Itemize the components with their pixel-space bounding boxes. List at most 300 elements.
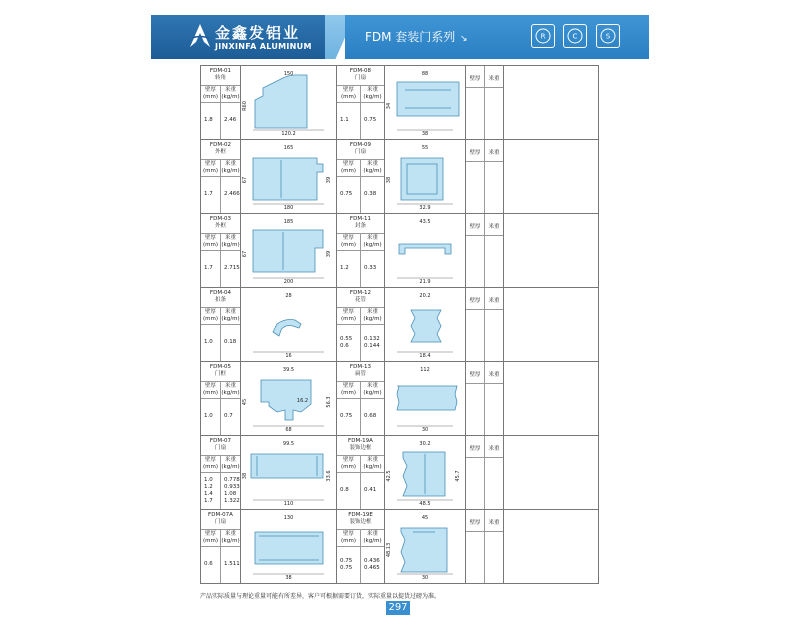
weight-label: 米重	[224, 234, 236, 241]
cert-r-label: R	[540, 32, 546, 41]
dimension-label: 185	[283, 219, 294, 225]
weight-header	[220, 234, 240, 250]
profile-cross-section-drawing	[385, 510, 465, 583]
weight-values	[220, 399, 240, 436]
thickness-value: 1.1	[340, 117, 349, 124]
weight-header	[360, 530, 384, 546]
weight-values	[220, 103, 240, 140]
spare-spec-block	[466, 66, 503, 139]
thickness-values	[337, 251, 360, 288]
empty-value	[466, 384, 484, 435]
thickness-value: 0.75	[340, 564, 353, 571]
weight-value: 0.68	[364, 413, 377, 420]
weight-label: 米重	[484, 66, 503, 87]
profile-outline	[399, 244, 451, 254]
weight-value: 0.132	[364, 335, 380, 342]
thickness-value: 1.7	[204, 497, 213, 504]
thickness-label: 壁厚	[469, 150, 481, 156]
thickness-label: 壁厚	[342, 160, 354, 167]
left-drawing-cell	[241, 214, 337, 288]
dimension-label: 55	[421, 145, 429, 151]
profile-name: 门扇	[354, 148, 366, 155]
thickness-values	[201, 325, 220, 362]
profile-cross-section-drawing	[241, 214, 336, 287]
thickness-header	[201, 308, 220, 324]
weight-unit: (kg/m)	[363, 167, 382, 174]
weight-values	[220, 325, 240, 362]
spare-drawing-cell	[504, 362, 599, 436]
footer-note: 产品实际质量与理论重量可能有所差异，客户可根据需要订货，实际重量以提货过磅为准。	[200, 593, 441, 600]
spec-header	[201, 381, 240, 399]
weight-value: 0.33	[364, 265, 377, 272]
dimension-label: 112	[420, 367, 430, 373]
spare-drawing-cell	[504, 214, 599, 288]
thickness-header	[201, 456, 220, 472]
dimension-label: 67	[242, 250, 248, 258]
thickness-value: 1.0	[204, 339, 213, 346]
weight-header	[220, 160, 240, 176]
cert-r-icon	[531, 24, 555, 48]
weight-values	[360, 251, 384, 288]
thickness-label: 壁厚	[469, 298, 481, 304]
spare-spec-block	[466, 288, 503, 361]
weight-label: 米重	[366, 530, 378, 537]
catalog-header	[151, 15, 649, 59]
weight-value: 0.75	[364, 117, 377, 124]
spec-header	[337, 381, 384, 399]
weight-values	[360, 325, 384, 362]
dimension-label: 200	[283, 279, 294, 285]
spec-header	[201, 85, 240, 103]
thickness-header	[337, 234, 360, 250]
catalog-row	[201, 214, 599, 288]
thickness-value: 0.75	[340, 413, 353, 420]
thickness-value: 1.2	[204, 483, 213, 490]
right-drawing-cell	[385, 214, 466, 288]
weight-label: 米重	[366, 86, 378, 93]
weight-label: 米重	[366, 308, 378, 315]
series-title: FDM 套装门系列	[365, 30, 456, 44]
empty-value	[484, 236, 503, 287]
left-spec-cell	[201, 214, 241, 288]
spare-spec-block	[466, 214, 503, 287]
spare-spec-block	[466, 140, 503, 213]
dimension-label: 42.5	[386, 470, 392, 482]
weight-label: 米重	[224, 382, 236, 389]
catalog-row	[201, 66, 599, 140]
weight-header	[360, 234, 384, 250]
profile-cross-section-drawing	[385, 66, 465, 139]
profile-code: FDM-19E	[348, 512, 373, 518]
spec-values	[337, 473, 384, 510]
profile-code: FDM-07	[209, 438, 232, 444]
dimension-label: 88	[421, 71, 429, 77]
thickness-label: 壁厚	[204, 382, 216, 389]
weight-label: 米重	[224, 308, 236, 315]
spec-header	[337, 307, 384, 325]
spec-block	[201, 362, 240, 435]
weight-value: 0.436	[364, 557, 380, 564]
series-banner	[345, 15, 649, 59]
weight-value: 1.08	[224, 490, 237, 497]
profile-cross-section-drawing	[385, 436, 465, 509]
profile-outline	[273, 320, 301, 337]
weight-label: 米重	[484, 510, 503, 531]
weight-unit: (kg/m)	[221, 315, 240, 322]
spec-header	[201, 529, 240, 547]
catalog-row	[201, 362, 599, 436]
left-spec-cell	[201, 140, 241, 214]
weight-label: 米重	[484, 140, 503, 161]
profile-name: 扣条	[214, 296, 226, 303]
thickness-label: 壁厚	[342, 86, 354, 93]
dimension-label: 16	[285, 353, 292, 359]
dimension-label: 48.13	[386, 542, 392, 558]
weight-header	[220, 308, 240, 324]
dimension-label: 30	[421, 575, 429, 581]
dimension-label: 20.2	[419, 293, 431, 299]
weight-values	[360, 473, 384, 510]
left-spec-cell	[201, 362, 241, 436]
spec-header	[337, 159, 384, 177]
right-drawing-cell	[385, 140, 466, 214]
profile-code: FDM-11	[349, 216, 372, 222]
empty-value	[484, 532, 503, 583]
weight-value: 0.7	[224, 413, 233, 420]
profile-cross-section-drawing	[241, 436, 336, 509]
dimension-label: 39	[326, 250, 332, 258]
weight-unit: (kg/m)	[221, 389, 240, 396]
weight-value: 2.466	[224, 191, 240, 198]
spare-drawing-cell	[504, 66, 599, 140]
weight-label: 米重	[224, 456, 236, 463]
cert-c-icon	[563, 24, 587, 48]
profile-name: 封条	[354, 222, 366, 229]
weight-header	[360, 160, 384, 176]
thickness-values	[201, 547, 220, 584]
spec-values	[201, 103, 240, 140]
dimension-label: 39.5	[282, 367, 295, 373]
profile-code: FDM-19A	[348, 438, 373, 444]
spec-values	[337, 251, 384, 288]
spare-spec-block	[466, 436, 503, 509]
weight-values	[220, 547, 240, 584]
right-spec-cell	[337, 510, 385, 584]
thickness-header	[201, 86, 220, 102]
weight-unit: (kg/m)	[221, 93, 240, 100]
thickness-values	[201, 251, 220, 288]
thickness-value: 0.75	[340, 557, 353, 564]
thickness-value: 1.0	[204, 413, 213, 420]
dimension-label: 28	[285, 293, 292, 299]
spec-header	[337, 529, 384, 547]
spec-block	[201, 288, 240, 361]
profile-outline	[253, 158, 323, 200]
profile-outline	[255, 75, 307, 128]
spare-spec-cell	[466, 214, 504, 288]
profile-code: FDM-05	[209, 364, 232, 370]
thickness-value: 1.0	[204, 477, 213, 483]
thickness-values	[337, 399, 360, 436]
catalog-row	[201, 510, 599, 584]
profile-cross-section-drawing	[385, 288, 465, 361]
dimension-label: 45.7	[455, 470, 461, 482]
profile-name: 门框	[214, 370, 226, 377]
profile-code: FDM-13	[349, 364, 372, 370]
weight-values	[360, 547, 384, 584]
dimension-label: 48.5	[419, 501, 431, 507]
spec-block	[201, 140, 240, 213]
right-spec-cell	[337, 66, 385, 140]
spec-values	[337, 547, 384, 584]
thickness-label: 壁厚	[204, 456, 216, 463]
spec-block	[201, 66, 240, 139]
spec-values	[337, 177, 384, 214]
dimension-label: 120.2	[281, 131, 296, 137]
thickness-values	[337, 103, 360, 140]
thickness-label: 壁厚	[204, 530, 216, 537]
empty-value	[484, 88, 503, 139]
dimension-label: 18.4	[419, 353, 431, 359]
profile-cross-section-drawing	[385, 140, 465, 213]
thickness-label: 壁厚	[342, 382, 354, 389]
profile-cross-section-drawing	[241, 66, 336, 139]
weight-unit: (kg/m)	[221, 463, 240, 470]
profile-name: 装饰边框	[349, 518, 372, 525]
spare-spec-cell	[466, 288, 504, 362]
thickness-label: 壁厚	[204, 86, 216, 93]
dimension-label: 45	[242, 398, 248, 406]
dimension-label: 38	[386, 176, 392, 184]
profile-name: 转角	[214, 74, 226, 81]
weight-value: 0.465	[364, 564, 380, 571]
thickness-values	[337, 547, 360, 584]
spec-block	[337, 362, 384, 435]
dimension-label: 38	[285, 575, 292, 581]
weight-values	[360, 399, 384, 436]
thickness-value: 1.7	[204, 265, 213, 272]
catalog-row	[201, 288, 599, 362]
dimension-label: 110	[283, 501, 294, 507]
spec-block	[337, 214, 384, 287]
spare-spec-header	[466, 436, 503, 458]
empty-value	[466, 458, 484, 509]
thickness-label: 壁厚	[342, 530, 354, 537]
left-drawing-cell	[241, 140, 337, 214]
thickness-values	[337, 325, 360, 362]
thickness-header	[337, 530, 360, 546]
weight-values	[360, 103, 384, 140]
profile-code: FDM-09	[349, 142, 372, 148]
spare-drawing-cell	[504, 510, 599, 584]
dimension-label: 16.2	[296, 398, 309, 404]
cert-c-label: C	[572, 32, 578, 41]
left-drawing-cell	[241, 66, 337, 140]
profile-outline	[403, 452, 445, 496]
spare-spec-cell	[466, 436, 504, 510]
left-spec-cell	[201, 66, 241, 140]
weight-value: 1.322	[224, 497, 240, 504]
weight-unit: (kg/m)	[363, 93, 382, 100]
profile-outline	[251, 454, 323, 478]
dimension-label: 99.5	[282, 441, 295, 447]
right-spec-cell	[337, 214, 385, 288]
profile-name: 外框	[214, 148, 226, 155]
spec-values	[337, 399, 384, 436]
profile-code: FDM-07A	[208, 512, 233, 518]
spec-values	[201, 325, 240, 362]
weight-value: 0.778	[224, 477, 240, 483]
spec-block	[201, 214, 240, 287]
cert-s-icon	[596, 24, 620, 48]
thickness-unit: (mm)	[202, 241, 218, 248]
brand-logo-icon	[188, 23, 212, 49]
dimension-label: 68	[285, 427, 292, 433]
dimension-label: 32.9	[419, 205, 431, 211]
profile-cross-section-drawing	[385, 214, 465, 287]
spec-block	[201, 510, 240, 583]
weight-value: 2.715	[224, 265, 240, 272]
arrow-icon: ↘	[460, 34, 468, 44]
thickness-label: 壁厚	[469, 446, 481, 452]
right-drawing-cell	[385, 362, 466, 436]
weight-label: 米重	[366, 234, 378, 241]
dimension-label: 56.3	[326, 396, 332, 408]
spare-spec-header	[466, 362, 503, 384]
thickness-value: 1.2	[340, 265, 349, 272]
thickness-value: 0.55	[340, 335, 353, 342]
profile-code: FDM-02	[209, 142, 232, 148]
weight-values	[220, 177, 240, 214]
dimension-label: 33.6	[326, 470, 332, 482]
spec-header	[337, 85, 384, 103]
weight-unit: (kg/m)	[363, 241, 382, 248]
thickness-header	[337, 382, 360, 398]
dimension-label: 43.5	[419, 219, 431, 225]
weight-header	[220, 530, 240, 546]
thickness-label: 壁厚	[469, 372, 481, 378]
profile-name: 扁管	[354, 370, 366, 377]
profile-cross-section-drawing	[241, 362, 336, 435]
profile-code: FDM-04	[209, 290, 232, 296]
profile-catalog-table	[200, 65, 599, 584]
thickness-header	[337, 160, 360, 176]
thickness-unit: (mm)	[340, 463, 356, 470]
thickness-unit: (mm)	[340, 389, 356, 396]
spec-values	[337, 325, 384, 362]
weight-header	[360, 382, 384, 398]
dimension-label: 30	[421, 427, 429, 433]
weight-label: 米重	[484, 214, 503, 235]
spec-header	[337, 233, 384, 251]
dimension-label: 130	[283, 515, 294, 521]
brand-banner	[151, 15, 326, 59]
empty-value	[484, 162, 503, 213]
thickness-unit: (mm)	[202, 167, 218, 174]
spec-values	[201, 399, 240, 436]
spec-values	[201, 547, 240, 584]
spare-spec-cell	[466, 362, 504, 436]
thickness-values	[337, 177, 360, 214]
profile-outline	[401, 528, 447, 572]
dimension-label: 34	[386, 102, 392, 110]
spare-spec-header	[466, 140, 503, 162]
thickness-header	[201, 234, 220, 250]
spare-spec-cell	[466, 66, 504, 140]
spare-spec-block	[466, 362, 503, 435]
thickness-unit: (mm)	[202, 389, 218, 396]
weight-label: 米重	[484, 362, 503, 383]
catalog-row	[201, 436, 599, 510]
weight-label: 米重	[484, 288, 503, 309]
profile-code: FDM-12	[349, 290, 372, 296]
thickness-unit: (mm)	[202, 537, 218, 544]
profile-name: 门扇	[214, 518, 226, 525]
empty-value	[466, 532, 484, 583]
weight-values	[220, 473, 240, 510]
profile-name: 门扇	[354, 74, 366, 81]
profile-outline	[411, 310, 441, 342]
right-spec-cell	[337, 362, 385, 436]
thickness-values	[201, 399, 220, 436]
empty-value	[484, 384, 503, 435]
spare-spec-values	[466, 532, 503, 583]
thickness-label: 壁厚	[469, 76, 481, 82]
empty-value	[466, 236, 484, 287]
spec-block	[337, 510, 384, 583]
thickness-label: 壁厚	[342, 234, 354, 241]
thickness-header	[201, 530, 220, 546]
weight-value: 2.46	[224, 117, 237, 124]
dimension-label: 38	[421, 131, 429, 137]
thickness-unit: (mm)	[340, 167, 356, 174]
profile-name: 门扇	[214, 444, 226, 451]
weight-value: 0.933	[224, 483, 240, 490]
weight-label: 米重	[366, 382, 378, 389]
empty-value	[466, 88, 484, 139]
weight-header	[220, 86, 240, 102]
weight-value: 1.511	[224, 561, 240, 568]
weight-value: 0.144	[364, 342, 380, 349]
thickness-header	[201, 160, 220, 176]
weight-header	[220, 456, 240, 472]
thickness-value: 0.8	[340, 487, 349, 494]
weight-label: 米重	[224, 160, 236, 167]
thickness-label: 壁厚	[469, 520, 481, 526]
spare-spec-header	[466, 288, 503, 310]
weight-label: 米重	[484, 436, 503, 457]
spare-spec-values	[466, 310, 503, 361]
thickness-value: 1.4	[204, 490, 213, 497]
thickness-value: 0.6	[340, 342, 349, 349]
right-spec-cell	[337, 436, 385, 510]
right-drawing-cell	[385, 288, 466, 362]
spec-values	[201, 473, 240, 510]
weight-label: 米重	[366, 160, 378, 167]
dimension-label: 150	[283, 71, 294, 77]
spec-block	[337, 288, 384, 361]
thickness-header	[337, 86, 360, 102]
weight-header	[360, 456, 384, 472]
spare-spec-cell	[466, 510, 504, 584]
thickness-unit: (mm)	[340, 93, 356, 100]
weight-unit: (kg/m)	[363, 463, 382, 470]
dimension-label: 39	[326, 176, 332, 184]
thickness-values	[201, 177, 220, 214]
weight-unit: (kg/m)	[363, 389, 382, 396]
profile-name: 装饰边框	[349, 444, 372, 451]
weight-label: 米重	[224, 86, 236, 93]
